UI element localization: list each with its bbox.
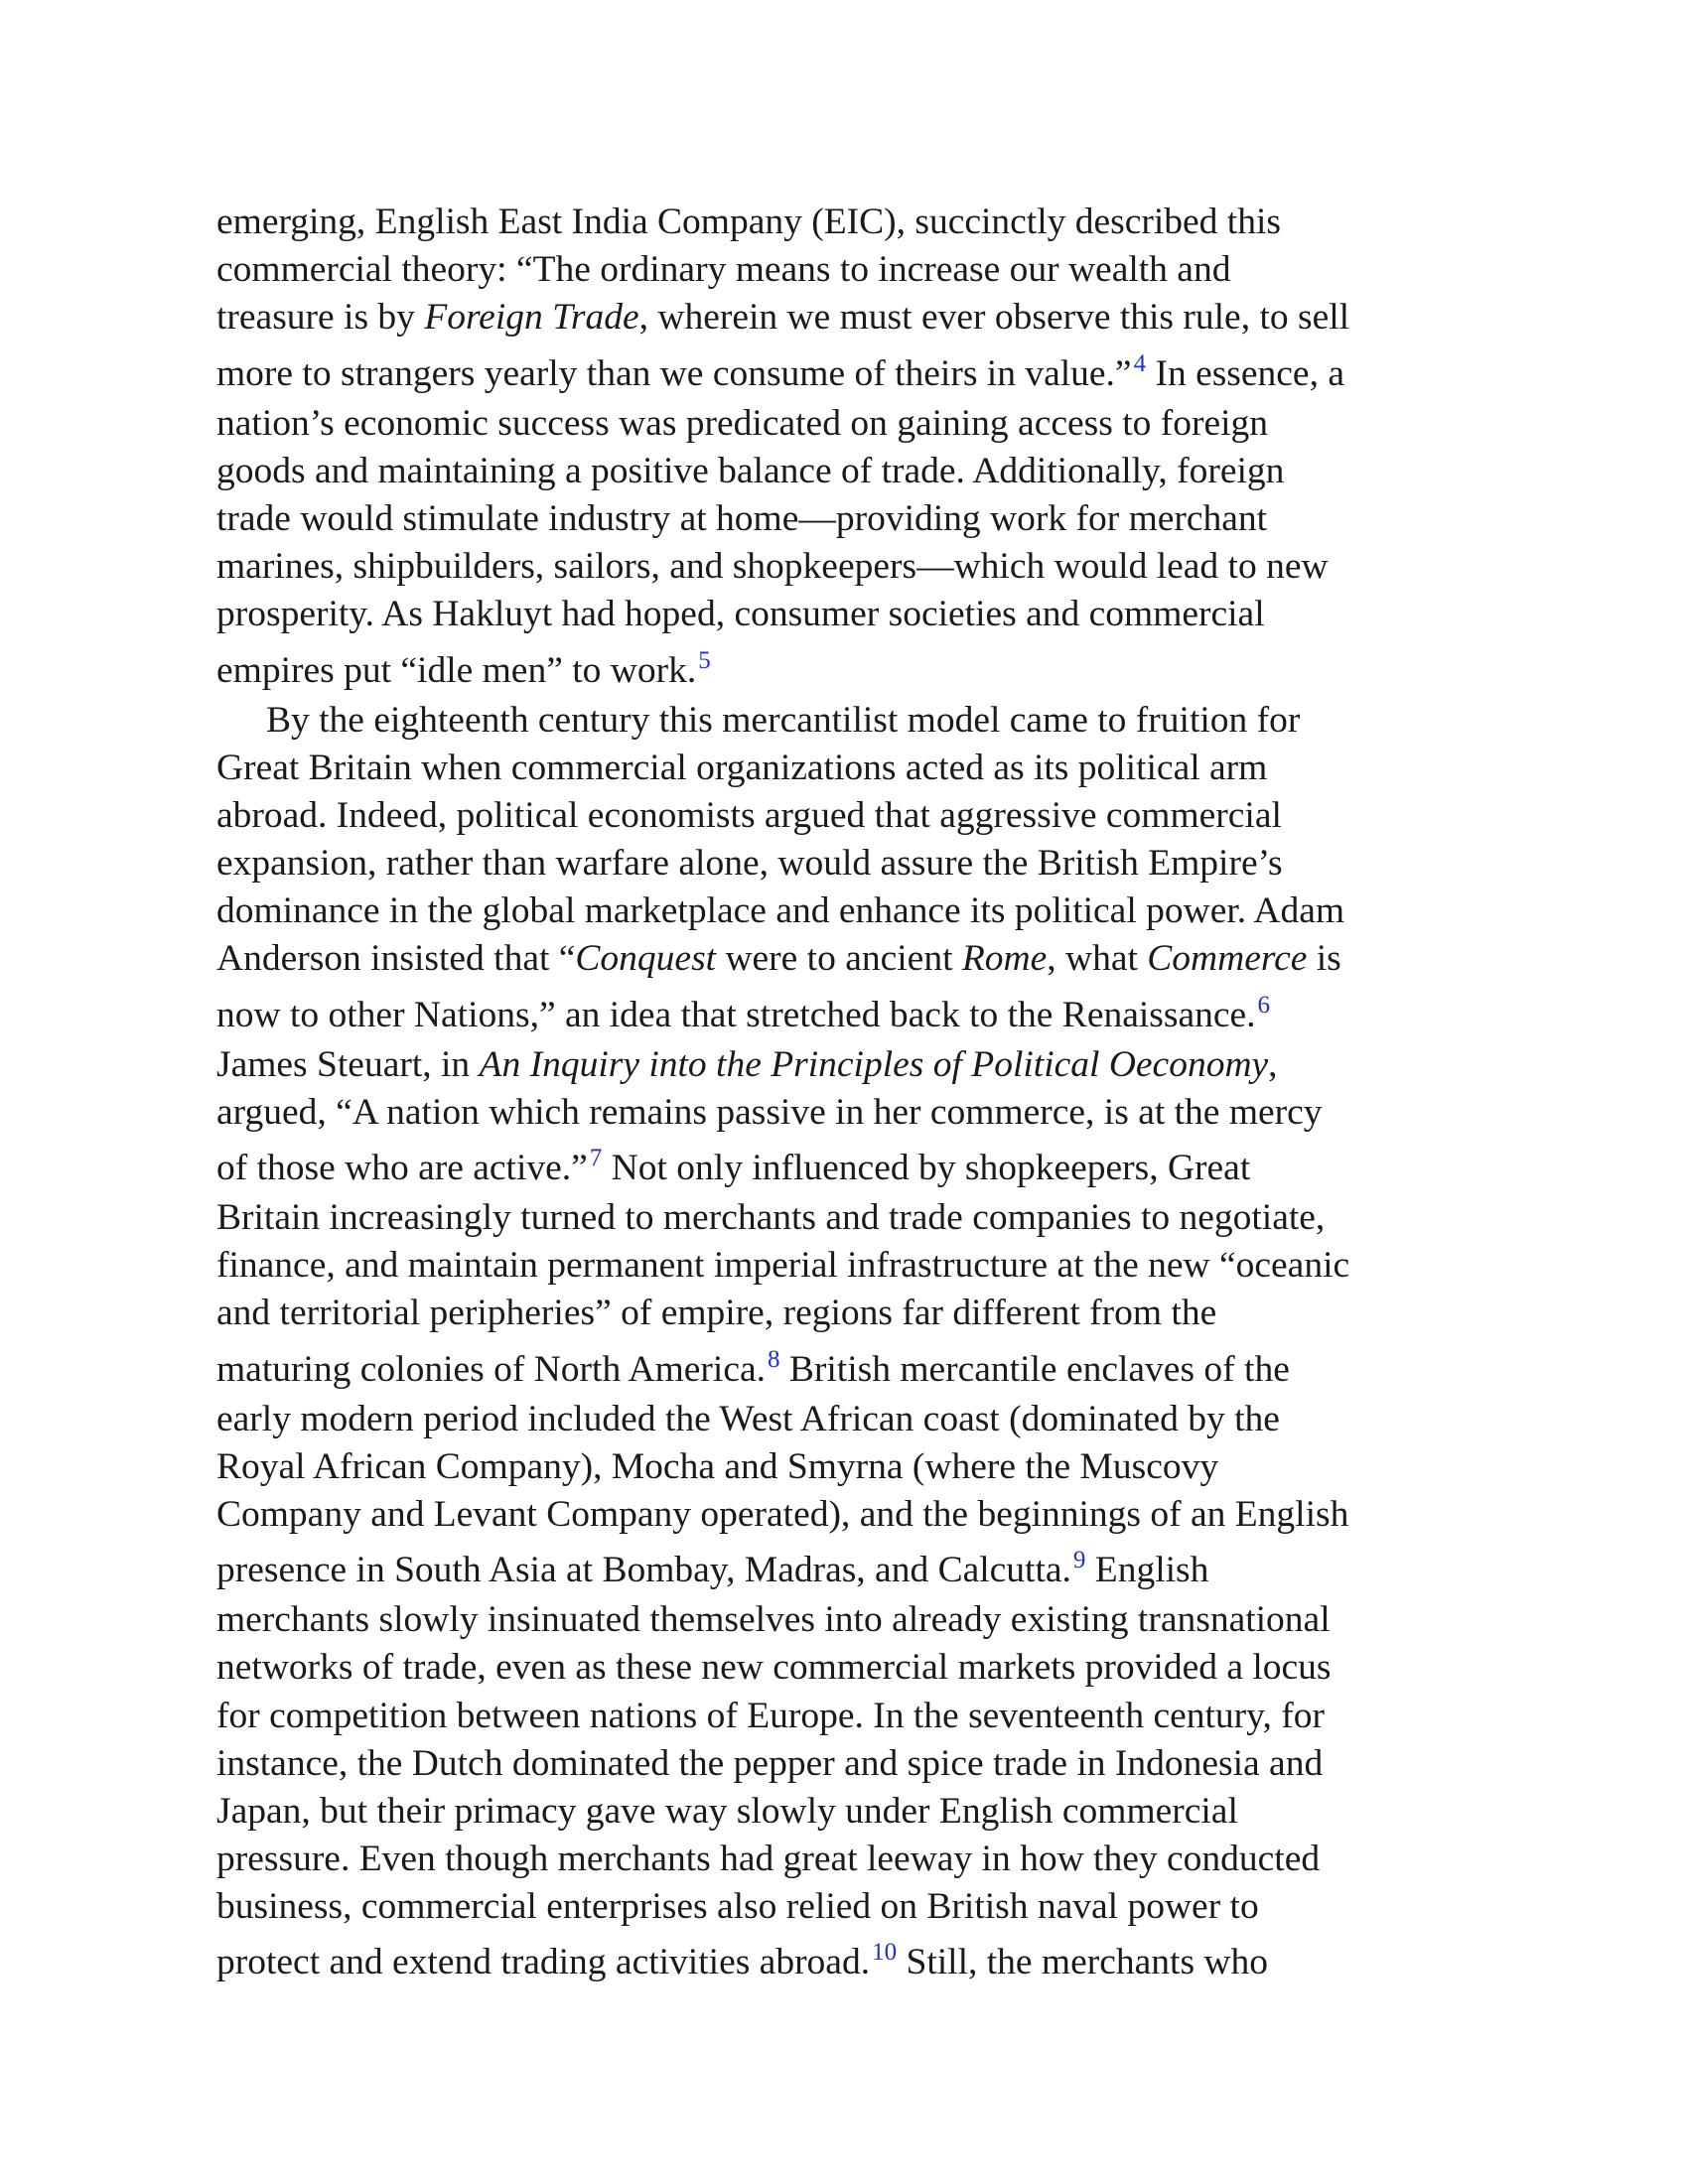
text-run: emerging, English East India Company (EIC), succinctly described this	[216, 202, 1281, 242]
text-line	[216, 400, 1487, 448]
text-run: business, commercial enterprises also relied on British naval power to	[216, 1886, 1259, 1928]
italic-title: Foreign Trade	[424, 297, 639, 339]
text-run: James Steuart, in	[216, 1043, 480, 1085]
text-run: ,	[1268, 1043, 1278, 1085]
text-line	[216, 1443, 1487, 1491]
text-line	[216, 246, 1487, 294]
text-run: nation’s economic success was predicated on gaining access to foreign	[216, 402, 1269, 444]
text-run: trade would stimulate industry at home—providing work for merchant	[216, 497, 1268, 539]
text-line	[216, 840, 1487, 887]
text-run: marines, shipbuilders, sailors, and shopkeepers—which would lead to new	[216, 546, 1329, 588]
text-line	[216, 1137, 1487, 1194]
text-line	[216, 887, 1487, 935]
footnote-ref-6[interactable]: 6	[1257, 991, 1271, 1019]
text-run: By the eighteenth century this mercantilist model came to fruition for	[266, 699, 1301, 741]
text-line	[216, 591, 1487, 638]
footnote-ref-7[interactable]: 7	[589, 1145, 603, 1171]
text-line	[216, 984, 1487, 1041]
text-run: were to ancient	[716, 938, 962, 980]
text-run: networks of trade, even as these new commercial markets provided a locus	[216, 1647, 1332, 1689]
text-run: and territorial peripheries” of empire, regions far different from the	[216, 1293, 1217, 1334]
text-line	[216, 1491, 1487, 1539]
text-line	[216, 792, 1487, 840]
footnote-ref-5[interactable]: 5	[698, 646, 711, 674]
text-run: finance, and maintain permanent imperial infrastructure at the new “oceanic	[216, 1245, 1350, 1287]
text-line	[216, 1931, 1487, 1988]
text-line	[216, 342, 1487, 400]
text-run: , wherein we must ever observe this rule, to sell	[638, 297, 1350, 339]
footnote-ref-9[interactable]: 9	[1072, 1547, 1086, 1574]
text-run: goods and maintaining a positive balance of trade. Additionally, foreign	[216, 450, 1285, 491]
text-line	[216, 495, 1487, 543]
text-run: pressure. Even though merchants had great leeway in how they conducted	[216, 1839, 1321, 1880]
text-line	[216, 1836, 1487, 1883]
text-run: presence in South Asia at Bombay, Madras, and Calcutta.	[216, 1550, 1071, 1591]
text-line	[216, 639, 1487, 697]
text-run: is	[1307, 938, 1341, 980]
text-run: argued, “A nation which remains passive in her commerce, is at the mercy	[216, 1091, 1323, 1133]
text-line	[216, 1041, 1487, 1089]
text-line	[216, 448, 1487, 495]
text-run: expansion, rather than warfare alone, would assure the British Empire’s	[216, 843, 1283, 885]
text-line	[216, 543, 1487, 591]
text-line	[216, 294, 1487, 341]
text-line	[216, 935, 1487, 983]
text-line	[216, 745, 1487, 792]
text-run: Still, the merchants who	[897, 1942, 1268, 1983]
text-line	[216, 1883, 1487, 1931]
text-line	[216, 1539, 1487, 1596]
text-run: British mercantile enclaves of the	[779, 1348, 1290, 1390]
footnote-ref-10[interactable]: 10	[872, 1939, 898, 1967]
text-line	[216, 1089, 1487, 1137]
text-run: merchants slowly insinuated themselves into already existing transnational	[216, 1599, 1331, 1641]
text-run: maturing colonies of North America.	[216, 1348, 766, 1390]
text-line	[216, 1740, 1487, 1788]
text-line	[216, 1396, 1487, 1443]
text-line	[216, 1596, 1487, 1644]
text-run: , what	[1047, 938, 1148, 980]
text-run: English	[1085, 1550, 1209, 1591]
text-run: protect and extend trading activities abroad.	[216, 1942, 871, 1983]
text-run: dominance in the global marketplace and enhance its political power. Adam	[216, 890, 1345, 932]
text-run: commercial theory: “The ordinary means to increase our wealth and	[216, 249, 1231, 291]
italic-title: An Inquiry into the Principles of Political Oeconomy	[479, 1043, 1269, 1085]
text-run: In essence, a	[1146, 352, 1344, 394]
italic-word: Commerce	[1147, 938, 1308, 980]
text-run: Great Britain when commercial organizations acted as its political arm	[216, 747, 1268, 788]
text-line	[216, 1644, 1487, 1692]
text-run: Not only influenced by shopkeepers, Great	[602, 1148, 1251, 1188]
text-run: now to other Nations,” an idea that stretched back to the Renaissance.	[216, 994, 1256, 1035]
text-run: Japan, but their primacy gave way slowly under English commercial	[216, 1790, 1238, 1832]
text-line	[216, 1693, 1487, 1740]
footnote-ref-4[interactable]: 4	[1133, 349, 1147, 377]
text-line	[216, 1242, 1487, 1290]
text-run: Anderson insisted that “	[216, 938, 576, 980]
page-body	[216, 199, 1487, 1988]
text-line	[216, 1194, 1487, 1242]
text-line	[216, 697, 1487, 745]
text-line	[216, 1290, 1487, 1337]
text-run: more to strangers yearly than we consume of theirs in value.”	[216, 352, 1132, 394]
footnote-ref-8[interactable]: 8	[767, 1345, 780, 1373]
text-run: instance, the Dutch dominated the pepper and spice trade in Indonesia and	[216, 1742, 1324, 1784]
text-run: Royal African Company), Mocha and Smyrna (where the Muscovy	[216, 1445, 1219, 1487]
text-run: of those who are active.”	[216, 1148, 588, 1188]
text-run: treasure is by	[216, 297, 425, 339]
text-line	[216, 199, 1487, 246]
text-run: abroad. Indeed, political economists argued that aggressive commercial	[216, 794, 1282, 836]
text-line	[216, 1788, 1487, 1836]
text-run: for competition between nations of Europe. In the seventeenth century, for	[216, 1695, 1325, 1736]
text-run: early modern period included the West African coast (dominated by the	[216, 1398, 1280, 1439]
italic-word: Rome	[961, 938, 1048, 980]
text-run: prosperity. As Hakluyt had hoped, consumer societies and commercial	[216, 594, 1265, 635]
text-run: Britain increasingly turned to merchants and trade companies to negotiate,	[216, 1197, 1326, 1238]
italic-word: Conquest	[575, 938, 717, 980]
text-line	[216, 1338, 1487, 1396]
text-run: empires put “idle men” to work.	[216, 649, 697, 691]
text-run: Company and Levant Company operated), and the beginnings of an English	[216, 1493, 1349, 1535]
